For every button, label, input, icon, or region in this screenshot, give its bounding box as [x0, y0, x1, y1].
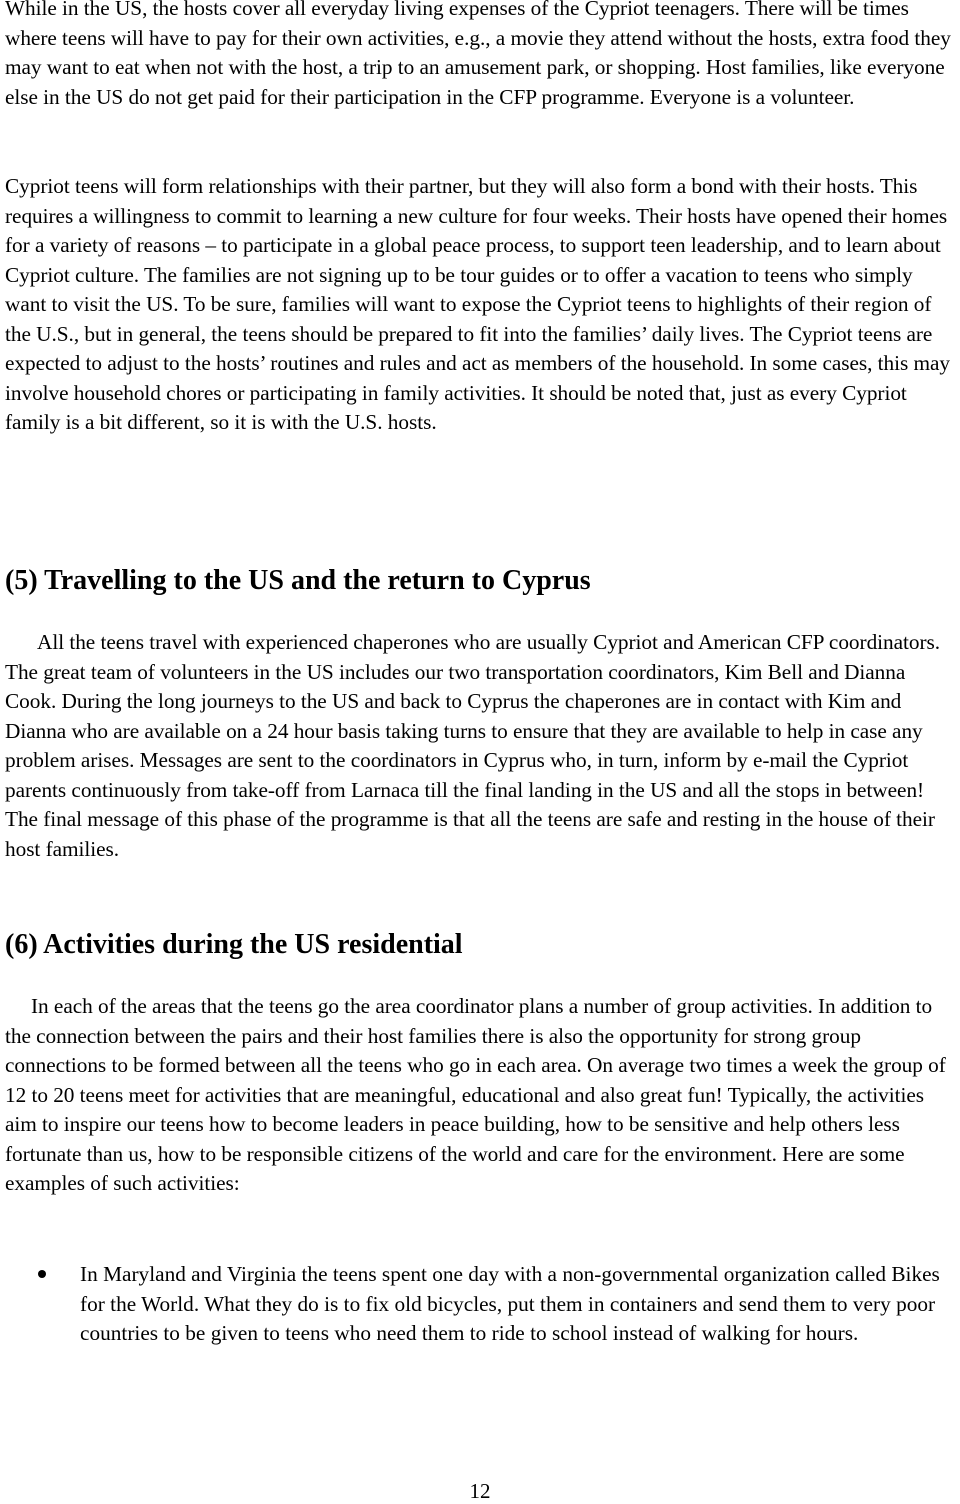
paragraph-relationships: Cypriot teens will form relationships with their partner, but they will also form a bond with their hosts. This requires a willingness to commit to learning a new culture for four weeks. Their hosts have opened their homes for a variety of reasons – to participate in a global peace process, to support teen leadership, and to learn about Cypriot culture. The families are not signing up to be tour guides or to offer a vacation to teens who simply want to visit the US. To be sure, families will want to expose the Cypriot teens to highlights of their region of the U.S., but in general, the teens should be prepared to fit into the families’ daily lives. The Cypriot teens are expected to adjust to the hosts’ routines and rules and act as members of the household. In some cases, this may involve household chores or participating in family activities. It should be noted that, just as every Cypriot family is a bit different, so it is with the U.S. hosts.: [5, 174, 951, 434]
list-item-text: In Maryland and Virginia the teens spent one day with a non-governmental organization called Bikes for the World. What they do is to fix old bicycles, put them in containers and send them to very poor countries to be given to teens who need them to ride to school instead of walking for hours.: [80, 1262, 940, 1345]
page-number: 12: [469, 1479, 491, 1503]
paragraph-travelling: All the teens travel with experienced chaperones who are usually Cypriot and American CFP coordinators. The great team of volunteers in the US includes our two transportation coordinators, Kim Bell and Dianna Cook. During the long journeys to the US and back to Cyprus the chaperones are in contact with Kim and Dianna who are available on a 24 hour basis taking turns to ensure that they are available to help in case any problem arises. Messages are sent to the coordinators in Cyprus who, in turn, inform by e-mail the Cypriot parents continuously from take-off from Larnaca till the final landing in the US and all the stops in between! The final message of this phase of the programme is that all the teens are safe and resting in the house of their host families.: [5, 630, 941, 861]
section-heading-activities: (6) Activities during the US residential: [5, 929, 463, 960]
paragraph-living-expenses: While in the US, the hosts cover all everyday living expenses of the Cypriot teenagers. There will be times where teens will have to pay for their own activities, e.g., a movie they attend without the hosts, extra food they may want to eat when not with the host, a trip to an amusement park, or shopping. Host families, like everyone else in the US do not get paid for their participation in the CFP programme. Everyone is a volunteer.: [5, 0, 951, 109]
bullet-icon: [38, 1270, 46, 1278]
section-heading-travelling: (5) Travelling to the US and the return to Cyprus: [5, 565, 591, 596]
paragraph-activities: In each of the areas that the teens go the area coordinator plans a number of group activities. In addition to the connection between the pairs and their host families there is also the opportunity for strong group connections to be formed between all the teens who go in each area. On average two times a week the group of 12 to 20 teens meet for activities that are meaningful, educational and also great fun! Typically, the activities aim to inspire our teens how to become leaders in peace building, how to be sensitive and help others less fortunate than us, how to be responsible citizens of the world and care for the environment. Here are some examples of such activities:: [5, 994, 946, 1195]
